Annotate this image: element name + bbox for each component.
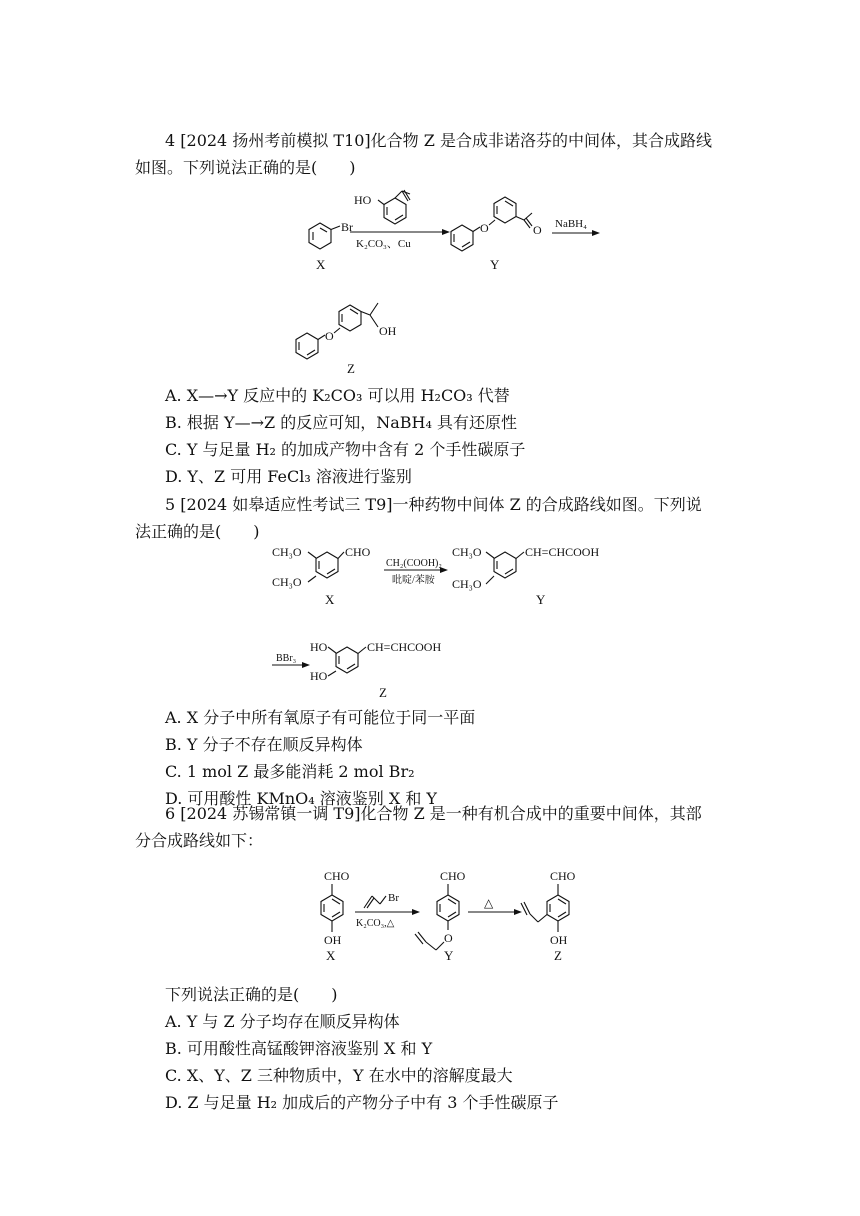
q4-reagent-nabh4: NaBH₄ [555,218,587,230]
q6-label-z: Z [554,948,562,963]
q4-label-y: Y [490,257,500,272]
q5-label-z: Z [379,685,387,700]
q4-z-ether-o: O [325,329,334,343]
q6-label-y: Y [444,948,454,963]
q4-reaction-scheme-2 [290,293,410,378]
q4-y-ketone-o: O [533,223,542,237]
q5-stem-line1: 5 [2024 如皋适应性考试三 T9]一种药物中间体 Z 的合成路线如图。下列说 [165,495,702,514]
q6-x-oh: OH [324,933,342,947]
q5-x-cho: CHO [345,545,371,559]
q6-z-oh: OH [550,933,568,947]
q5-reaction-scheme-2 [272,635,502,700]
q6-label-x: X [326,948,336,963]
q6-conditions: K₂CO₃,△ [356,918,395,929]
q5-y-side-chain: CH=CHCOOH [525,545,600,559]
q5-label-x: X [325,592,335,607]
q4-option-b: B. 根据 Y—→Z 的反应可知，NaBH₄ 具有还原性 [165,413,517,432]
q4-option-c: C. Y 与足量 H₂ 的加成产物中含有 2 个手性碳原子 [165,440,526,459]
q4-reagent-ho-label: HO [354,193,372,207]
q5-reaction-scheme-1 [272,540,632,615]
q6-y-o: O [444,931,453,945]
q6-reaction-scheme [310,862,590,972]
q5-x-methoxy-bottom: CH₃O [272,575,302,589]
q4-x-br-label: Br [341,220,353,234]
q6-stem-line3: 下列说法正确的是( ) [165,985,338,1004]
q5-reagent-bbr3: BBr₃ [276,653,297,664]
q5-stem-line2: 法正确的是( ) [135,522,260,541]
q5-option-c: C. 1 mol Z 最多能消耗 2 mol Br₂ [165,762,415,781]
q6-stem-line2: 分合成路线如下： [135,831,264,850]
q4-label-x: X [316,257,326,272]
q6-reagent-br: Br [388,892,399,904]
q5-y-methoxy-bottom: CH₃O [452,577,482,591]
q6-option-b: B. 可用酸性高锰酸钾溶液鉴别 X 和 Y [165,1039,433,1058]
q4-stem-line1: 4 [2024 扬州考前模拟 T10]化合物 Z 是合成非诺洛芬的中间体，其合成路线 [165,131,712,150]
q6-option-a: A. Y 与 Z 分子均存在顺反异构体 [165,1012,400,1031]
q5-x-methoxy-top: CH₃O [272,545,302,559]
q4-option-a: A. X—→Y 反应中的 K₂CO₃ 可以用 H₂CO₃ 代替 [165,386,510,405]
q5-z-ho-bottom: HO [310,669,328,683]
q5-y-methoxy-top: CH₃O [452,545,482,559]
q4-option-d: D. Y、Z 可用 FeCl₃ 溶液进行鉴别 [165,467,412,486]
q6-z-cho: CHO [550,869,576,883]
q6-x-cho: CHO [324,869,350,883]
q5-reagent-bottom: 吡啶/苯胺 [392,575,435,586]
q6-y-cho: CHO [440,869,466,883]
q4-label-z: Z [347,361,355,376]
q6-heat: △ [484,896,494,910]
q4-y-ether-o: O [480,221,489,235]
q5-z-ho-top: HO [310,640,328,654]
q5-label-y: Y [536,592,546,607]
q4-z-oh: OH [379,324,397,338]
q6-option-c: C. X、Y、Z 三种物质中，Y 在水中的溶解度最大 [165,1066,513,1085]
q4-stem-line2: 如图。下列说法正确的是( ) [135,158,356,177]
q4-conditions: K₂CO₃、Cu [356,238,411,250]
q4-reaction-scheme-1 [290,185,610,280]
q5-option-b: B. Y 分子不存在顺反异构体 [165,735,363,754]
q6-option-d: D. Z 与足量 H₂ 加成后的产物分子中有 3 个手性碳原子 [165,1093,559,1112]
q5-option-d: D. 可用酸性 KMnO₄ 溶液鉴别 X 和 Y [165,789,437,808]
q6-stem-line1: 6 [2024 苏锡常镇一调 T9]化合物 Z 是一种有机合成中的重要中间体，其部 [165,804,702,823]
q5-option-a: A. X 分子中所有氧原子有可能位于同一平面 [165,708,476,727]
q5-reagent-top: CH₂(COOH)₂ [386,558,442,569]
q5-z-side-chain: CH=CHCOOH [367,640,442,654]
